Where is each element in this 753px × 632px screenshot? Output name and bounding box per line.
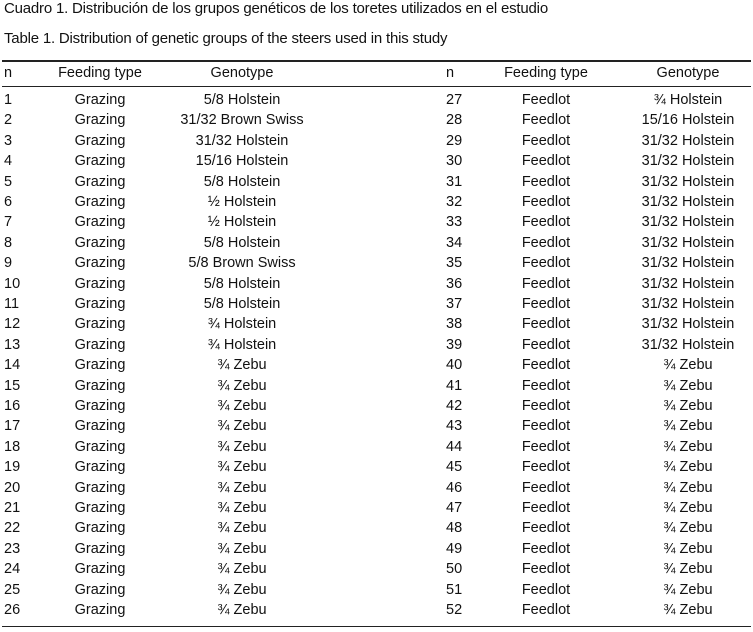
header-col-n-right: n bbox=[446, 65, 455, 81]
table-cell: ¾ Zebu bbox=[663, 602, 713, 618]
table-cell: Feedlot bbox=[521, 439, 571, 455]
table-cell: ¾ Zebu bbox=[217, 561, 267, 577]
table-cell: 11 bbox=[4, 296, 20, 312]
table-cell: 31/32 Holstein bbox=[641, 296, 735, 312]
table-cell: 35 bbox=[446, 255, 463, 271]
table-cell: 31/32 Holstein bbox=[641, 276, 735, 292]
header-col-genotype-right: Genotype bbox=[656, 65, 720, 81]
table-cell: ¾ Zebu bbox=[217, 378, 267, 394]
table-cell: Feedlot bbox=[521, 255, 571, 271]
table-cell: 23 bbox=[4, 541, 21, 557]
table-cell: 5/8 Holstein bbox=[203, 276, 281, 292]
table-cell: 3 bbox=[4, 133, 13, 149]
table-cell: ¾ Zebu bbox=[663, 439, 713, 455]
table-cell: ¾ Zebu bbox=[663, 520, 713, 536]
table-cell: Grazing bbox=[74, 255, 126, 271]
table-cell: 1 bbox=[4, 92, 13, 108]
table-cell: 9 bbox=[4, 255, 13, 271]
caption-english: Table 1. Distribution of genetic groups of the steers used in this study bbox=[4, 30, 448, 47]
table-cell: Feedlot bbox=[521, 92, 571, 108]
table-cell: Grazing bbox=[74, 133, 126, 149]
table-cell: ¾ Zebu bbox=[217, 500, 267, 516]
table-cell: ¾ Zebu bbox=[663, 582, 713, 598]
table-cell: 28 bbox=[446, 112, 463, 128]
header-col-n-left: n bbox=[4, 65, 13, 81]
table-cell: Feedlot bbox=[521, 602, 571, 618]
table-cell: Grazing bbox=[74, 582, 126, 598]
table-cell: Feedlot bbox=[521, 174, 571, 190]
table-top-rule bbox=[2, 60, 751, 62]
table-cell: Feedlot bbox=[521, 316, 571, 332]
table-cell: 52 bbox=[446, 602, 463, 618]
table-cell: Feedlot bbox=[521, 520, 571, 536]
table-cell: ¾ Zebu bbox=[217, 520, 267, 536]
caption-spanish: Cuadro 1. Distribución de los grupos genéticos de los toretes utilizados en el estudio bbox=[4, 0, 548, 17]
table-cell: 43 bbox=[446, 418, 463, 434]
table-cell: ¾ Zebu bbox=[663, 378, 713, 394]
table-cell: ¾ Zebu bbox=[217, 582, 267, 598]
table-cell: Grazing bbox=[74, 500, 126, 516]
table-cell: Grazing bbox=[74, 520, 126, 536]
table-cell: ¾ Zebu bbox=[663, 500, 713, 516]
table-cell: Grazing bbox=[74, 418, 126, 434]
table-cell: 31 bbox=[446, 174, 463, 190]
table-cell: 44 bbox=[446, 439, 463, 455]
table-cell: Grazing bbox=[74, 92, 126, 108]
table-cell: 22 bbox=[4, 520, 21, 536]
table-cell: Grazing bbox=[74, 296, 126, 312]
table-cell: Grazing bbox=[74, 480, 126, 496]
table-cell: 31/32 Brown Swiss bbox=[180, 112, 304, 128]
table-cell: Feedlot bbox=[521, 418, 571, 434]
table-cell: 32 bbox=[446, 194, 463, 210]
table-cell: 41 bbox=[446, 378, 463, 394]
table-cell: 12 bbox=[4, 316, 21, 332]
table-cell: Feedlot bbox=[521, 459, 571, 475]
table-cell: 31/32 Holstein bbox=[641, 174, 735, 190]
table-cell: ½ Holstein bbox=[207, 214, 277, 230]
table-cell: Feedlot bbox=[521, 480, 571, 496]
table-cell: 31/32 Holstein bbox=[641, 337, 735, 353]
table-cell: 20 bbox=[4, 480, 21, 496]
table-cell: Grazing bbox=[74, 378, 126, 394]
table-cell: 10 bbox=[4, 276, 21, 292]
table-cell: ¾ Zebu bbox=[217, 398, 267, 414]
table-cell: ½ Holstein bbox=[207, 194, 277, 210]
table-cell: Grazing bbox=[74, 439, 126, 455]
table-cell: Grazing bbox=[74, 276, 126, 292]
table-cell: ¾ Zebu bbox=[663, 480, 713, 496]
table-cell: ¾ Zebu bbox=[217, 357, 267, 373]
table-cell: ¾ Zebu bbox=[663, 398, 713, 414]
table-cell: ¾ Zebu bbox=[217, 439, 267, 455]
table-cell: 15/16 Holstein bbox=[195, 153, 289, 169]
table-cell: 30 bbox=[446, 153, 463, 169]
table-cell: ¾ Zebu bbox=[663, 541, 713, 557]
table-cell: 47 bbox=[446, 500, 463, 516]
header-col-feeding-right: Feeding type bbox=[504, 65, 588, 81]
table-cell: 29 bbox=[446, 133, 463, 149]
table-cell: ¾ Zebu bbox=[217, 418, 267, 434]
table-cell: 42 bbox=[446, 398, 463, 414]
table-cell: 14 bbox=[4, 357, 21, 373]
table-bottom-rule bbox=[2, 626, 751, 627]
table-cell: 25 bbox=[4, 582, 21, 598]
table-cell: Feedlot bbox=[521, 296, 571, 312]
table-cell: Feedlot bbox=[521, 398, 571, 414]
table-cell: 40 bbox=[446, 357, 463, 373]
table-cell: ¾ Zebu bbox=[663, 561, 713, 577]
table-cell: Feedlot bbox=[521, 276, 571, 292]
table-cell: 5/8 Holstein bbox=[203, 235, 281, 251]
table-cell: Grazing bbox=[74, 459, 126, 475]
table-cell: Feedlot bbox=[521, 235, 571, 251]
table-cell: 4 bbox=[4, 153, 13, 169]
table-cell: Grazing bbox=[74, 235, 126, 251]
table-cell: 31/32 Holstein bbox=[641, 316, 735, 332]
table-header-rule bbox=[2, 86, 751, 87]
table-cell: 17 bbox=[4, 418, 21, 434]
table-cell: ¾ Zebu bbox=[217, 459, 267, 475]
table-cell: ¾ Holstein bbox=[207, 316, 277, 332]
table-cell: Grazing bbox=[74, 561, 126, 577]
table-cell: 36 bbox=[446, 276, 463, 292]
table-cell: Feedlot bbox=[521, 153, 571, 169]
table-cell: 31/32 Holstein bbox=[641, 255, 735, 271]
table-cell: Feedlot bbox=[521, 378, 571, 394]
table-cell: 5 bbox=[4, 174, 13, 190]
table-cell: Feedlot bbox=[521, 357, 571, 373]
table-cell: Grazing bbox=[74, 174, 126, 190]
table-cell: 33 bbox=[446, 214, 463, 230]
table-cell: 5/8 Holstein bbox=[203, 296, 281, 312]
table-cell: 39 bbox=[446, 337, 463, 353]
table-cell: Grazing bbox=[74, 194, 126, 210]
table-cell: Grazing bbox=[74, 316, 126, 332]
table-cell: Feedlot bbox=[521, 500, 571, 516]
table-cell: Feedlot bbox=[521, 582, 571, 598]
table-cell: Grazing bbox=[74, 153, 126, 169]
table-cell: 21 bbox=[4, 500, 21, 516]
table-cell: 7 bbox=[4, 214, 13, 230]
table-cell: Grazing bbox=[74, 357, 126, 373]
table-cell: 31/32 Holstein bbox=[641, 133, 735, 149]
table-cell: 27 bbox=[446, 92, 463, 108]
table-cell: Feedlot bbox=[521, 194, 571, 210]
table-cell: Feedlot bbox=[521, 541, 571, 557]
table-cell: Feedlot bbox=[521, 133, 571, 149]
table-cell: ¾ Zebu bbox=[663, 459, 713, 475]
table-cell: 31/32 Holstein bbox=[641, 153, 735, 169]
table-cell: Grazing bbox=[74, 112, 126, 128]
table-cell: 46 bbox=[446, 480, 463, 496]
table-cell: Grazing bbox=[74, 337, 126, 353]
table-cell: 15/16 Holstein bbox=[641, 112, 735, 128]
table-cell: 51 bbox=[446, 582, 463, 598]
table-cell: ¾ Zebu bbox=[217, 541, 267, 557]
table-cell: 15 bbox=[4, 378, 21, 394]
table-cell: ¾ Zebu bbox=[217, 480, 267, 496]
table-cell: 2 bbox=[4, 112, 13, 128]
table-cell: 8 bbox=[4, 235, 13, 251]
table-cell: 48 bbox=[446, 520, 463, 536]
table-cell: 13 bbox=[4, 337, 21, 353]
table-cell: 50 bbox=[446, 561, 463, 577]
table-cell: ¾ Holstein bbox=[653, 92, 723, 108]
table-cell: 26 bbox=[4, 602, 21, 618]
table-cell: Feedlot bbox=[521, 337, 571, 353]
table-cell: 31/32 Holstein bbox=[641, 214, 735, 230]
table-cell: 31/32 Holstein bbox=[641, 194, 735, 210]
table-cell: Grazing bbox=[74, 541, 126, 557]
table-cell: 34 bbox=[446, 235, 463, 251]
table-cell: 6 bbox=[4, 194, 13, 210]
table-cell: ¾ Holstein bbox=[207, 337, 277, 353]
header-col-genotype-left: Genotype bbox=[210, 65, 274, 81]
table-cell: Grazing bbox=[74, 398, 126, 414]
table-cell: 45 bbox=[446, 459, 463, 475]
table-cell: Grazing bbox=[74, 214, 126, 230]
table-cell: ¾ Zebu bbox=[663, 357, 713, 373]
table-cell: 5/8 Brown Swiss bbox=[188, 255, 296, 271]
table-cell: 16 bbox=[4, 398, 21, 414]
header-col-feeding-left: Feeding type bbox=[58, 65, 142, 81]
table-cell: Feedlot bbox=[521, 214, 571, 230]
table-cell: ¾ Zebu bbox=[217, 602, 267, 618]
table-cell: 5/8 Holstein bbox=[203, 174, 281, 190]
table-cell: 19 bbox=[4, 459, 21, 475]
table-cell: Feedlot bbox=[521, 561, 571, 577]
table-cell: 18 bbox=[4, 439, 21, 455]
table-cell: 49 bbox=[446, 541, 463, 557]
table-cell: 31/32 Holstein bbox=[195, 133, 289, 149]
table-cell: 5/8 Holstein bbox=[203, 92, 281, 108]
table-cell: 31/32 Holstein bbox=[641, 235, 735, 251]
table-cell: 38 bbox=[446, 316, 463, 332]
table-cell: Grazing bbox=[74, 602, 126, 618]
table-cell: Feedlot bbox=[521, 112, 571, 128]
table-cell: 24 bbox=[4, 561, 21, 577]
table-cell: ¾ Zebu bbox=[663, 418, 713, 434]
table-cell: 37 bbox=[446, 296, 463, 312]
